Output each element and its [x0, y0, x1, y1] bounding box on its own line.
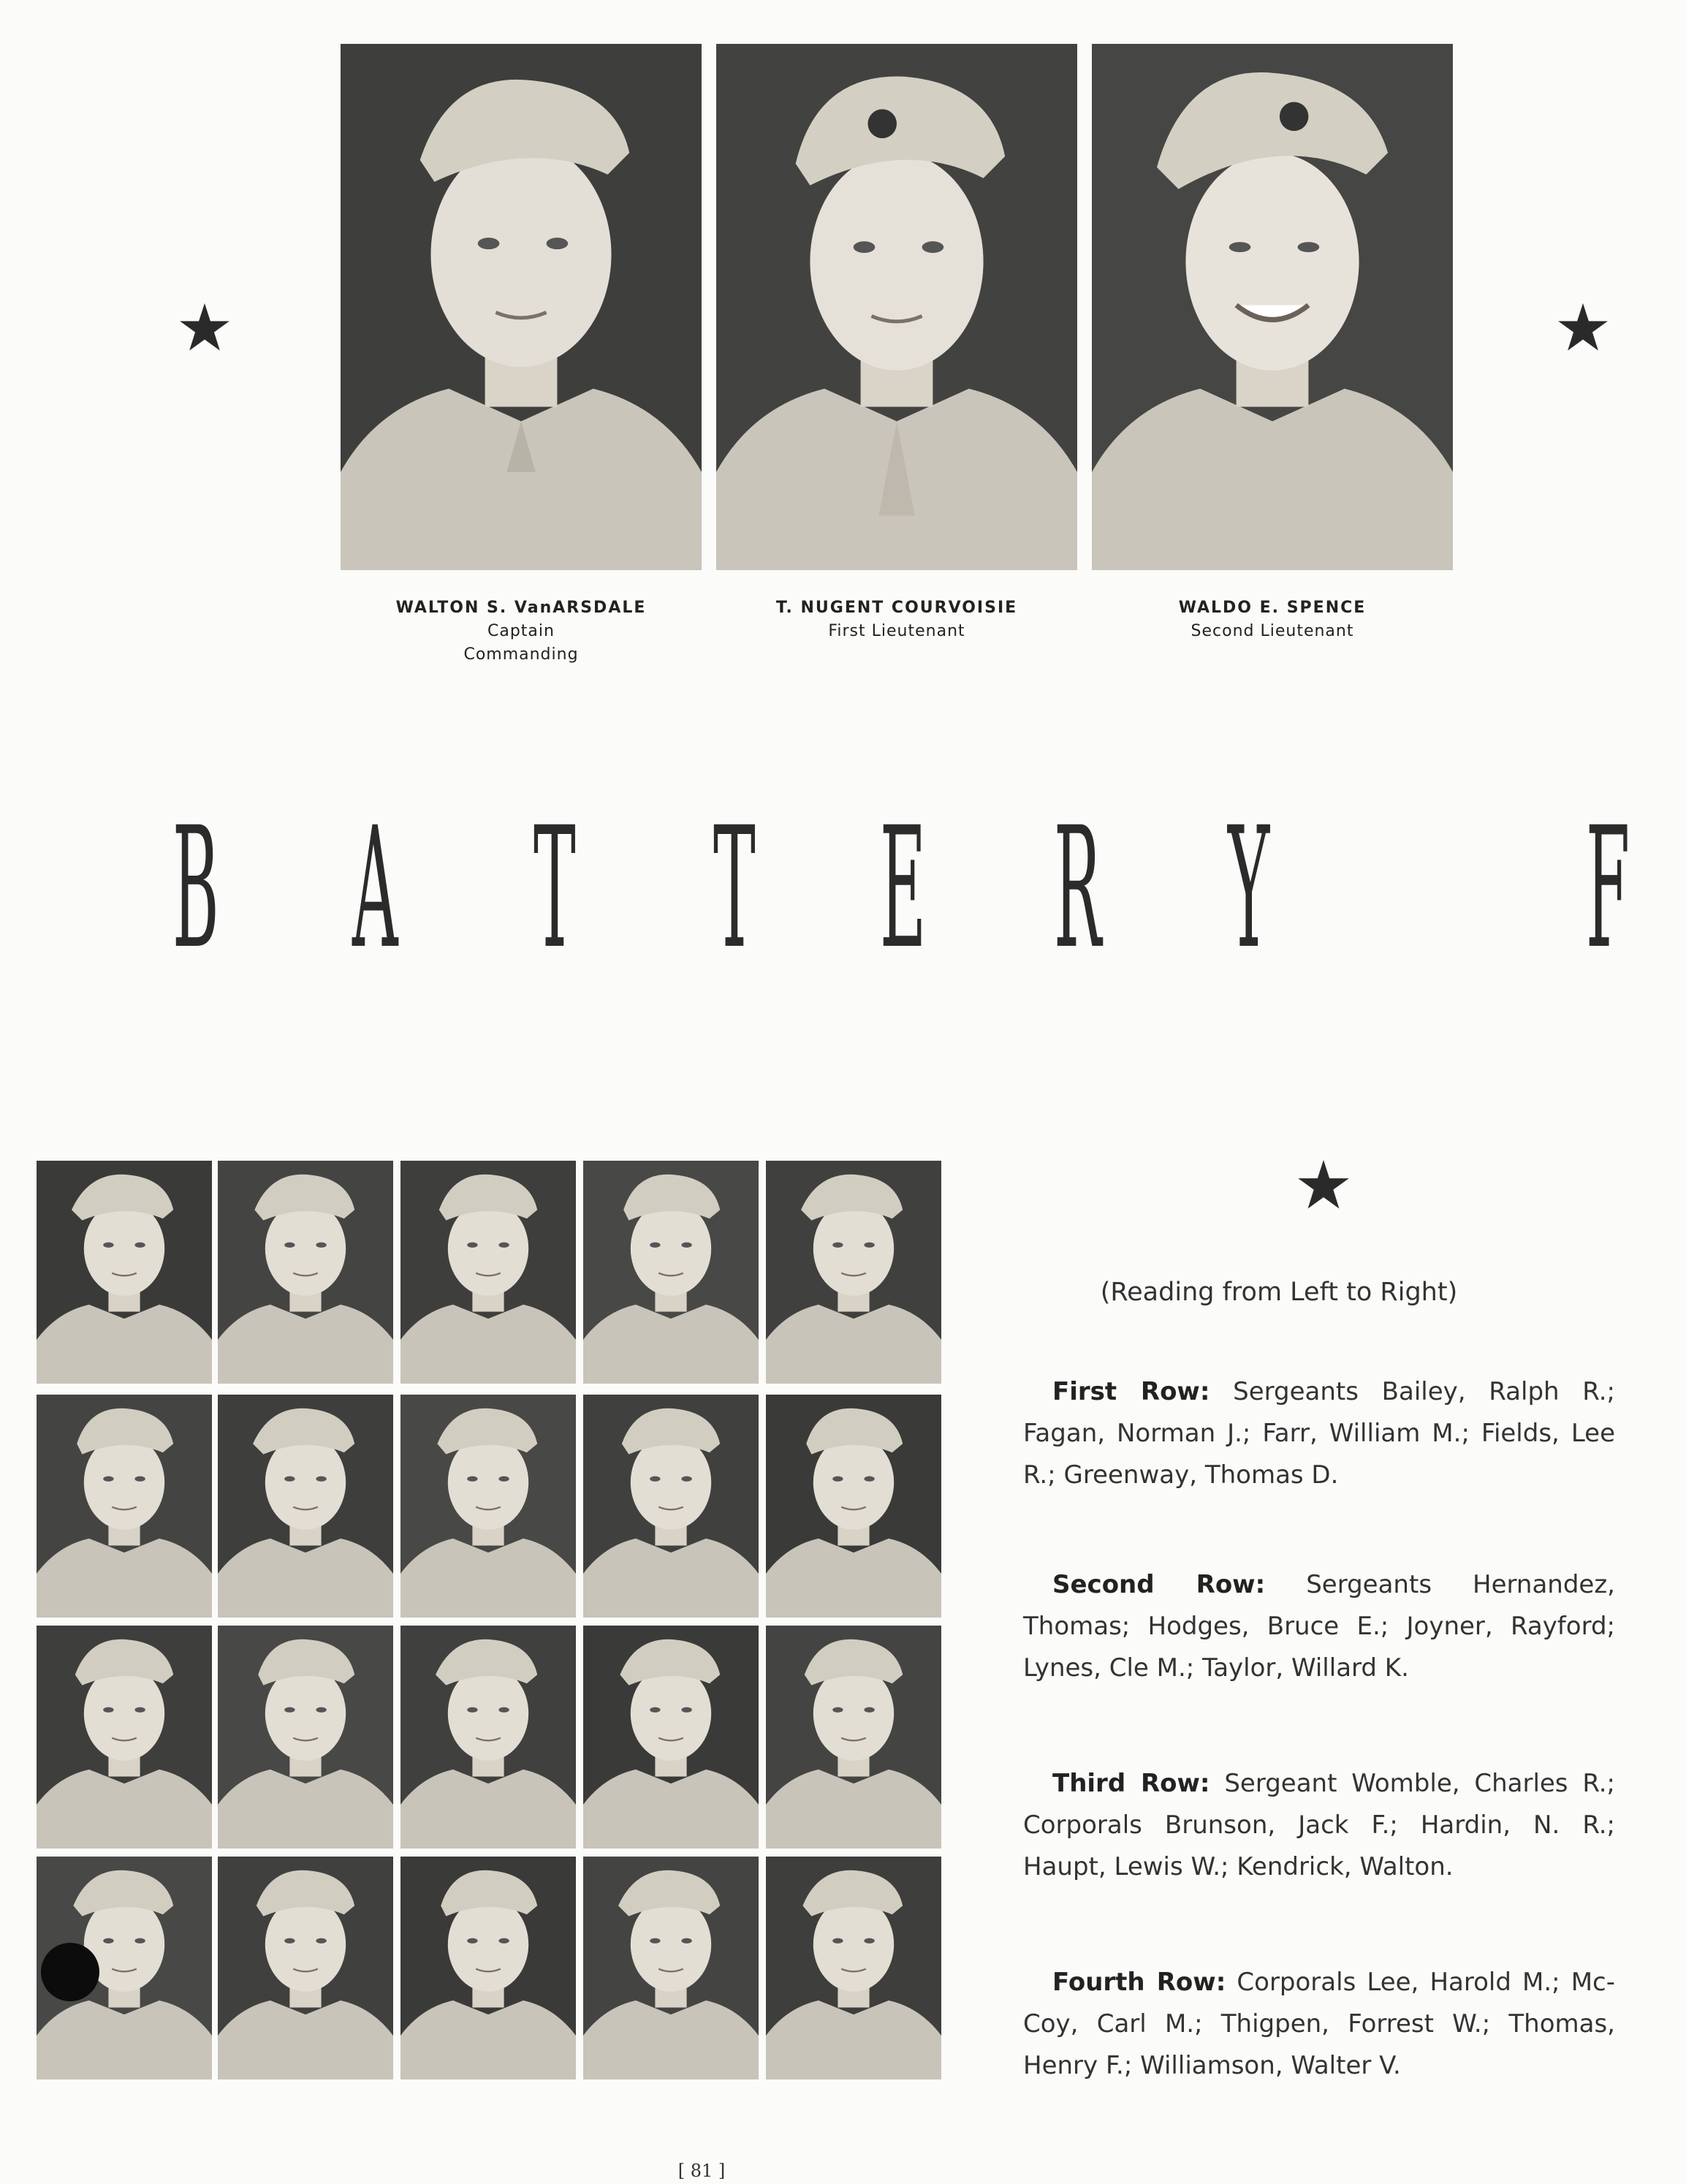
- roster-third-row: [1023, 1763, 1615, 1888]
- officer-photo-first-lieutenant: [716, 44, 1077, 570]
- portrait-row1-col2: [218, 1161, 393, 1384]
- roster-second-row: [1023, 1564, 1615, 1689]
- officer-caption-captain: [341, 596, 702, 667]
- star-icon-left: [178, 301, 231, 354]
- roster-names: Sergeant Womble, Charles R.; Corporals Brunson, Jack F.; Hardin, N. R.; Haupt, Lewis W.; Kendrick, Walton.: [1023, 1769, 1615, 1881]
- officer-rank: First Lieutenant: [828, 622, 965, 640]
- reading-note: (Reading from Left to Right): [1100, 1278, 1458, 1307]
- portrait-row2-col4: [583, 1395, 759, 1618]
- officer-name: WALDO E. SPENCE: [1178, 599, 1367, 617]
- roster-label: Second Row:: [1052, 1570, 1266, 1599]
- roster-label: Third Row:: [1052, 1769, 1210, 1798]
- portrait-row4-col3: [400, 1857, 576, 2079]
- title-letter: E: [880, 791, 927, 985]
- portrait-row4-col2: [218, 1857, 393, 2079]
- roster-fourth-row: [1023, 1962, 1615, 2087]
- title-letter: T: [713, 791, 756, 985]
- officer-name: WALTON S. VanARSDALE: [395, 599, 647, 617]
- title-letter: T: [533, 791, 576, 985]
- ink-blot: [41, 1943, 99, 2001]
- officer-caption-second-lieutenant: [1092, 596, 1453, 643]
- portrait-row3-col5: [766, 1626, 941, 1849]
- portrait-row2-col5: [766, 1395, 941, 1618]
- portrait-row3-col4: [583, 1626, 759, 1849]
- title-letter: R: [1054, 791, 1102, 985]
- portrait-row1-col3: [400, 1161, 576, 1384]
- roster-names: Sergeants Bailey, Ralph R.; Fagan, Norman J.; Farr, William M.; Fields, Lee R.; Greenway, Thomas D.: [1023, 1377, 1615, 1490]
- roster-first-row: [1023, 1371, 1615, 1496]
- officer-photo-captain: [341, 44, 702, 570]
- portrait-row1-col1: [37, 1161, 212, 1384]
- portrait-row4-col5: [766, 1857, 941, 2079]
- star-icon-right: [1557, 301, 1609, 354]
- page-number: [ 81 ]: [677, 2161, 726, 2181]
- portrait-row3-col2: [218, 1626, 393, 1849]
- portrait-row1-col5: [766, 1161, 941, 1384]
- portrait-row2-col3: [400, 1395, 576, 1618]
- title-letter: A: [352, 791, 398, 985]
- star-icon-roster: [1296, 1158, 1351, 1212]
- roster-names: Sergeants Hernandez, Thomas; Hodges, Bruce E.; Joyner, Rayford; Lynes, Cle M.; Taylor, Willard K.: [1023, 1570, 1615, 1683]
- portrait-row1-col4: [583, 1161, 759, 1384]
- roster-names: Corporals Lee, Harold M.; Mc-Coy, Carl M.; Thigpen, Forrest W.; Thomas, Henry F.; Williamson, Walter V.: [1023, 1968, 1615, 2080]
- roster-label: Fourth Row:: [1052, 1968, 1226, 1997]
- officer-rank: Captain: [487, 622, 555, 640]
- title-letter: Y: [1228, 791, 1270, 985]
- portrait-row2-col2: [218, 1395, 393, 1618]
- portrait-row3-col3: [400, 1626, 576, 1849]
- officer-name: T. NUGENT COURVOISIE: [775, 599, 1018, 617]
- title-letter: B: [172, 791, 219, 985]
- officer-photo-second-lieutenant: [1092, 44, 1453, 570]
- roster-label: First Row:: [1052, 1377, 1210, 1406]
- officer-caption-first-lieutenant: [716, 596, 1077, 643]
- portrait-row3-col1: [37, 1626, 212, 1849]
- officer-role: Commanding: [463, 645, 579, 664]
- portrait-row4-col4: [583, 1857, 759, 2079]
- portrait-row2-col1: [37, 1395, 212, 1618]
- title-letter: F: [1586, 791, 1630, 985]
- officer-rank: Second Lieutenant: [1191, 622, 1354, 640]
